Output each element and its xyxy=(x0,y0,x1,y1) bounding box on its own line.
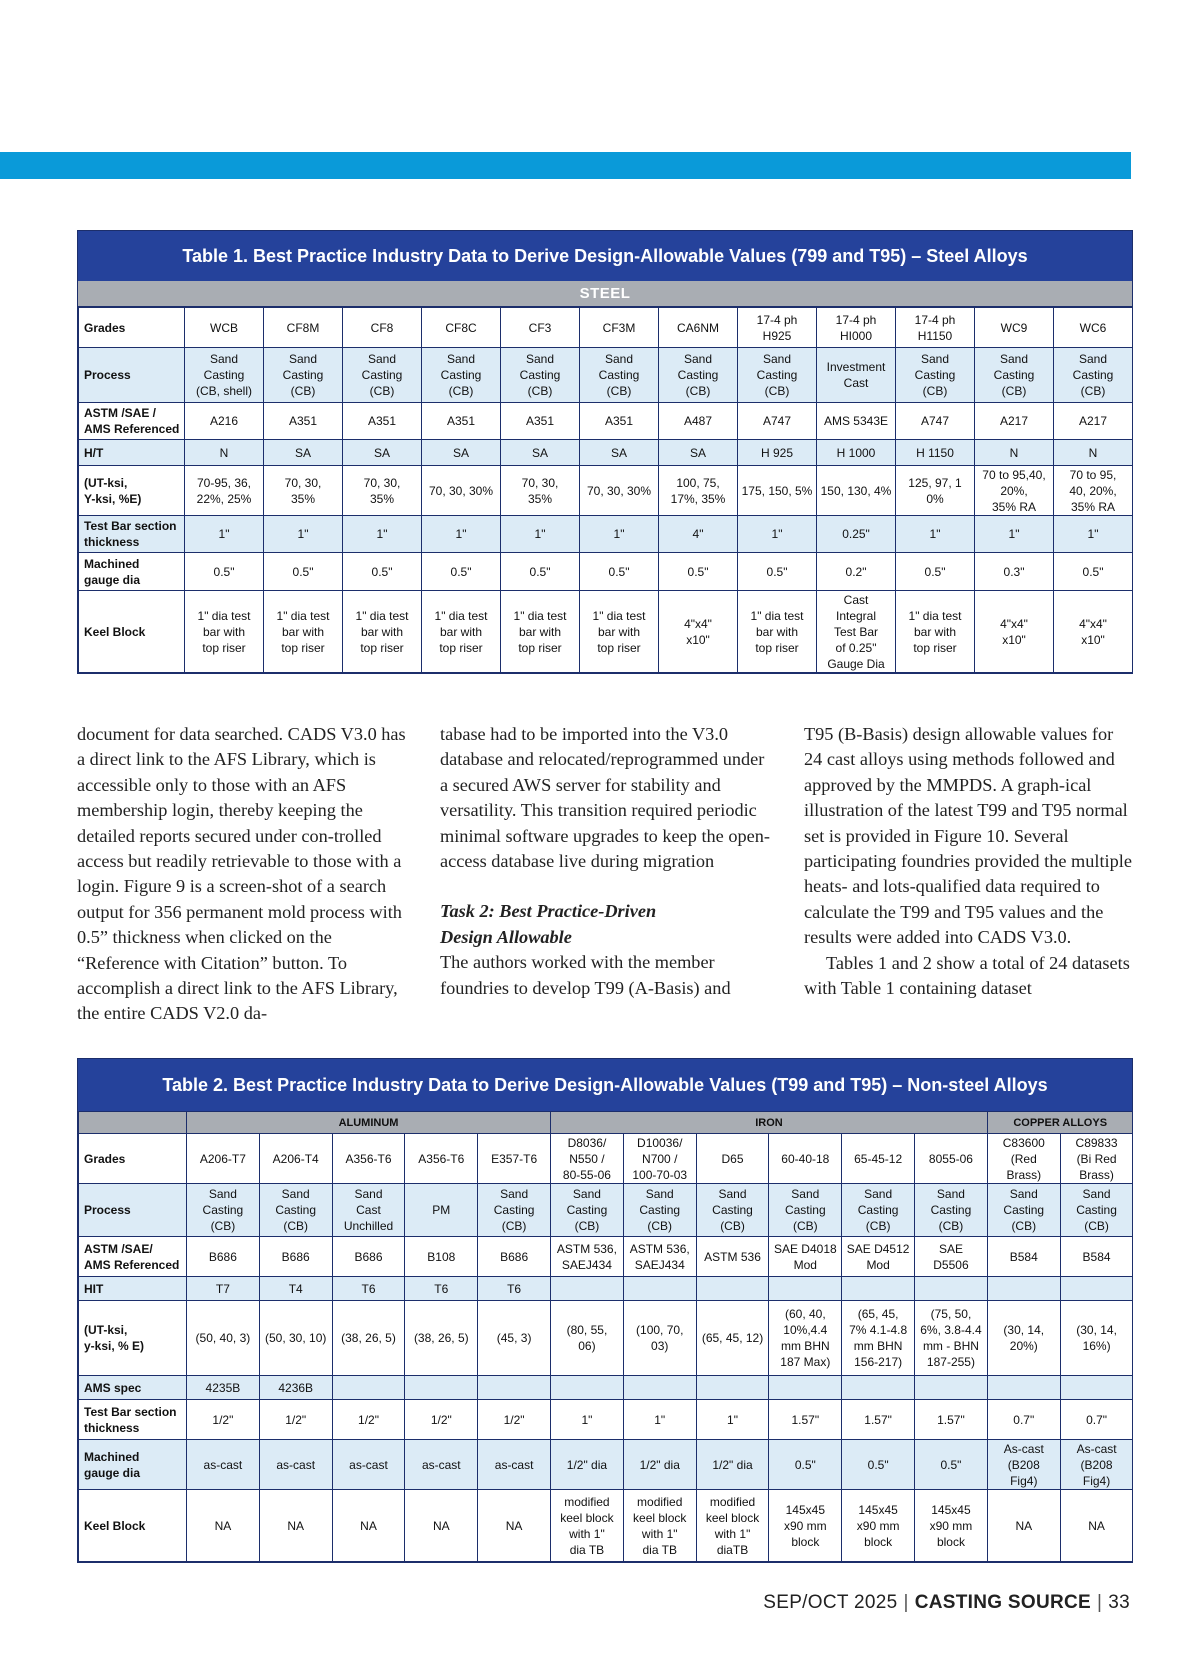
table-cell: 0.5" xyxy=(185,553,264,591)
row-header: ASTM /SAE / AMS Referenced xyxy=(79,403,185,440)
row-header: ASTM /SAE/ AMS Referenced xyxy=(79,1237,187,1277)
table-cell: 0.5" xyxy=(422,553,501,591)
table-row xyxy=(79,553,1133,591)
table-cell: D65 xyxy=(696,1134,769,1184)
table-cell xyxy=(1060,1277,1133,1301)
table-cell: 0.7" xyxy=(987,1400,1060,1440)
table-cell: Sand Casting (CB) xyxy=(343,348,422,403)
table-cell: (60, 40, 10%,4.4 mm BHN 187 Max) xyxy=(769,1301,842,1376)
table-cell: Sand Casting (CB) xyxy=(501,348,580,403)
table-cell: A351 xyxy=(501,403,580,440)
table-cell: NA xyxy=(332,1490,405,1562)
table-cell: As-cast (B208 Fig4) xyxy=(1060,1440,1133,1490)
top-accent-bar xyxy=(0,152,1131,179)
table-cell: T6 xyxy=(478,1277,551,1301)
table-cell: NA xyxy=(259,1490,332,1562)
table-cell xyxy=(987,1277,1060,1301)
table-cell: A351 xyxy=(264,403,343,440)
table-cell xyxy=(332,1376,405,1400)
table-cell: Sand Casting (CB) xyxy=(659,348,738,403)
table-cell: CA6NM xyxy=(659,308,738,348)
table-1 xyxy=(77,230,1133,674)
table-cell: (80, 55, 06) xyxy=(551,1301,624,1376)
table-cell xyxy=(987,1376,1060,1400)
table-cell: modified keel block with 1" dia TB xyxy=(551,1490,624,1562)
table-cell: Sand Casting (CB) xyxy=(478,1184,551,1237)
table-cell: as-cast xyxy=(259,1440,332,1490)
table-cell: 1" xyxy=(580,516,659,553)
table-row xyxy=(79,591,1133,673)
table-cell xyxy=(1060,1376,1133,1400)
table-cell: A206-T7 xyxy=(187,1134,260,1184)
table-cell: 1" xyxy=(623,1400,696,1440)
table-cell: 4" xyxy=(659,516,738,553)
table-cell: 1" xyxy=(501,516,580,553)
table-cell: 100, 75, 17%, 35% xyxy=(659,466,738,516)
table-cell: E357-T6 xyxy=(478,1134,551,1184)
table-cell: 4"x4" x10" xyxy=(659,591,738,673)
table-cell: NA xyxy=(987,1490,1060,1562)
table-cell: 0.5" xyxy=(896,553,975,591)
table-cell: Sand Casting (CB) xyxy=(422,348,501,403)
issue-date: SEP/OCT 2025 xyxy=(763,1592,898,1613)
table-cell: A487 xyxy=(659,403,738,440)
table-cell: Sand Cast Unchilled xyxy=(332,1184,405,1237)
row-header: H/T xyxy=(79,440,185,466)
body-paragraph: The authors worked with the member foundries to develop T99 (A-Basis) and xyxy=(440,952,731,998)
body-paragraph: T95 (B-Basis) design allowable values for 24 cast alloys using methods followed and approved by the MMPDS. A graph-ical illustration of the latest T99 and T95 normal set is provided in Figure 10. Several participating foundries provided the multiple heats- and lots-qualified data required to calculate the T99 and T95 values and the results were added into CADS V3.0. xyxy=(804,724,1132,948)
body-column-3 xyxy=(804,722,1134,1001)
row-header: HIT xyxy=(79,1277,187,1301)
row-header: Test Bar section thickness xyxy=(79,516,185,553)
group-header-iron: IRON xyxy=(551,1112,988,1134)
group-header-aluminum: ALUMINUM xyxy=(187,1112,551,1134)
table-cell: Sand Casting (CB) xyxy=(769,1184,842,1237)
table-cell: 0.5" xyxy=(1054,553,1133,591)
table-cell: A217 xyxy=(1054,403,1133,440)
table-cell: Sand Casting (CB) xyxy=(975,348,1054,403)
table-cell: 1" dia test bar with top riser xyxy=(264,591,343,673)
table-cell xyxy=(551,1376,624,1400)
table-cell: Sand Casting (CB) xyxy=(1054,348,1133,403)
table-cell: 1" xyxy=(343,516,422,553)
table-cell xyxy=(405,1376,478,1400)
table-cell: A351 xyxy=(580,403,659,440)
table-cell: Sand Casting (CB) xyxy=(738,348,817,403)
table-cell: 1" dia test bar with top riser xyxy=(343,591,422,673)
table-row xyxy=(79,1440,1133,1490)
table-row xyxy=(79,1237,1133,1277)
table-cell: modified keel block with 1" diaTB xyxy=(696,1490,769,1562)
table-cell: 17-4 ph H1150 xyxy=(896,308,975,348)
table-cell: 17-4 ph H925 xyxy=(738,308,817,348)
table-cell: 0.5" xyxy=(769,1440,842,1490)
table-cell: SAE D5506 xyxy=(915,1237,988,1277)
table-cell xyxy=(696,1277,769,1301)
table-cell: 0.5" xyxy=(580,553,659,591)
table-cell: 1" dia test bar with top riser xyxy=(896,591,975,673)
body-paragraph: document for data searched. CADS V3.0 has a direct link to the AFS Library, which is accessible only to those with an AFS membership login, thereby keeping the detailed reports secured under con-trolled access but readily retrievable to those with a login. Figure 9 is a screen-shot of a search output for 356 permanent mold process with 0.5” thickness when clicked on the “Reference with Citation” button. To accomplish a direct link to the AFS Library, the entire CADS V2.0 da- xyxy=(77,724,406,1024)
table-cell xyxy=(696,1376,769,1400)
table-cell: 1/2" xyxy=(187,1400,260,1440)
table-cell: Sand Casting (CB) xyxy=(696,1184,769,1237)
table-cell: 1" xyxy=(551,1400,624,1440)
body-column-1 xyxy=(77,722,407,1027)
table-cell: NA xyxy=(405,1490,478,1562)
table-2-title: Table 2. Best Practice Industry Data to Derive Design-Allowable Values (T99 and T95) – Non-steel Alloys xyxy=(78,1059,1132,1111)
table-row xyxy=(79,1376,1133,1400)
table-cell: 1" xyxy=(1054,516,1133,553)
table-cell: B686 xyxy=(332,1237,405,1277)
table-cell: A216 xyxy=(185,403,264,440)
table-cell: 145x45 x90 mm block xyxy=(842,1490,915,1562)
body-column-2 xyxy=(440,722,770,1001)
table-cell: T6 xyxy=(405,1277,478,1301)
table-cell: D10036/ N700 / 100-70-03 xyxy=(623,1134,696,1184)
table-cell: 1.57" xyxy=(769,1400,842,1440)
table-cell xyxy=(769,1277,842,1301)
table-cell: as-cast xyxy=(187,1440,260,1490)
table-cell: 8055-06 xyxy=(915,1134,988,1184)
table-cell: 0.5" xyxy=(738,553,817,591)
table-row xyxy=(79,403,1133,440)
table-cell: 4"x4" x10" xyxy=(975,591,1054,673)
table-cell: Sand Casting (CB) xyxy=(915,1184,988,1237)
row-header: Test Bar section thickness xyxy=(79,1400,187,1440)
table-cell: PM xyxy=(405,1184,478,1237)
table-row xyxy=(79,1400,1133,1440)
page-number: 33 xyxy=(1108,1592,1130,1613)
table-cell: 70, 30, 35% xyxy=(343,466,422,516)
table-cell: 1/2" xyxy=(478,1400,551,1440)
table-cell: NA xyxy=(1060,1490,1133,1562)
row-header: Keel Block xyxy=(79,1490,187,1562)
table-row xyxy=(79,466,1133,516)
table-cell: B584 xyxy=(1060,1237,1133,1277)
table-cell: 0.3" xyxy=(975,553,1054,591)
group-header-blank xyxy=(79,1112,187,1134)
row-header: (UT-ksi, y-ksi, % E) xyxy=(79,1301,187,1376)
table-cell: A356-T6 xyxy=(405,1134,478,1184)
table-cell: N xyxy=(185,440,264,466)
table-cell: 145x45 x90 mm block xyxy=(769,1490,842,1562)
table-cell: (38, 26, 5) xyxy=(405,1301,478,1376)
group-header-row xyxy=(79,1112,1133,1134)
table-cell: ASTM 536 xyxy=(696,1237,769,1277)
table-cell: 1/2" dia xyxy=(551,1440,624,1490)
table-cell: A747 xyxy=(738,403,817,440)
table-cell: WCB xyxy=(185,308,264,348)
table-cell: B584 xyxy=(987,1237,1060,1277)
table-cell: B108 xyxy=(405,1237,478,1277)
table-cell: NA xyxy=(187,1490,260,1562)
table-2-grid xyxy=(78,1111,1133,1562)
table-cell: 1" dia test bar with top riser xyxy=(501,591,580,673)
table-cell: 1/2" xyxy=(405,1400,478,1440)
table-cell: 65-45-12 xyxy=(842,1134,915,1184)
table-cell: A747 xyxy=(896,403,975,440)
table-cell: (30, 14, 16%) xyxy=(1060,1301,1133,1376)
table-cell: ASTM 536, SAEJ434 xyxy=(551,1237,624,1277)
table-cell: 1" dia test bar with top riser xyxy=(738,591,817,673)
table-cell: H 1150 xyxy=(896,440,975,466)
table-1-section-steel: STEEL xyxy=(78,281,1132,307)
table-cell: 175, 150, 5% xyxy=(738,466,817,516)
table-cell xyxy=(478,1376,551,1400)
body-paragraph: tabase had to be imported into the V3.0 database and relocated/reprogrammed under a secured AWS server for stability and versatility. This transition required periodic minimal software upgrades to keep the open-access database live during migration xyxy=(440,724,770,872)
section-heading: Task 2: Best Practice-Driven Design Allowable xyxy=(440,901,657,947)
table-cell: as-cast xyxy=(478,1440,551,1490)
table-cell: Sand Casting (CB) xyxy=(187,1184,260,1237)
table-cell: 125, 97, 1 0% xyxy=(896,466,975,516)
table-cell: modified keel block with 1" dia TB xyxy=(623,1490,696,1562)
table-cell: Sand Casting (CB) xyxy=(623,1184,696,1237)
table-cell: C83600 (Red Brass) xyxy=(987,1134,1060,1184)
table-cell: SA xyxy=(343,440,422,466)
table-cell: as-cast xyxy=(332,1440,405,1490)
table-cell: CF8C xyxy=(422,308,501,348)
table-cell: 0.5" xyxy=(501,553,580,591)
page-footer: SEP/OCT 2025 | CASTING SOURCE | 33 xyxy=(763,1592,1130,1613)
table-cell: 0.5" xyxy=(659,553,738,591)
table-cell: 17-4 ph HI000 xyxy=(817,308,896,348)
table-cell: 70 to 95,40, 20%, 35% RA xyxy=(975,466,1054,516)
table-cell: 0.7" xyxy=(1060,1400,1133,1440)
table-cell: CF8 xyxy=(343,308,422,348)
table-cell: 4235B xyxy=(187,1376,260,1400)
table-cell: Sand Casting (CB) xyxy=(896,348,975,403)
table-cell: H 925 xyxy=(738,440,817,466)
table-cell: SAE D4018 Mod xyxy=(769,1237,842,1277)
table-cell: 0.5" xyxy=(842,1440,915,1490)
table-cell: Sand Casting (CB) xyxy=(259,1184,332,1237)
table-row xyxy=(79,440,1133,466)
table-cell: SA xyxy=(264,440,343,466)
table-cell: T6 xyxy=(332,1277,405,1301)
table-cell xyxy=(915,1376,988,1400)
table-cell: Sand Casting (CB) xyxy=(264,348,343,403)
table-cell: 70 to 95, 40, 20%, 35% RA xyxy=(1054,466,1133,516)
table-cell: Investment Cast xyxy=(817,348,896,403)
table-cell: B686 xyxy=(478,1237,551,1277)
table-1-title: Table 1. Best Practice Industry Data to Derive Design-Allowable Values (799 and T95) – Steel Alloys xyxy=(78,231,1132,281)
table-cell: Sand Casting (CB) xyxy=(551,1184,624,1237)
table-cell: 1" xyxy=(896,516,975,553)
table-row xyxy=(79,516,1133,553)
table-cell: SA xyxy=(580,440,659,466)
table-cell: 1/2" dia xyxy=(696,1440,769,1490)
table-cell: 1" dia test bar with top riser xyxy=(580,591,659,673)
row-header: Grades xyxy=(79,1134,187,1184)
table-cell: Sand Casting (CB) xyxy=(842,1184,915,1237)
table-cell: 1" xyxy=(738,516,817,553)
table-cell: CF8M xyxy=(264,308,343,348)
table-cell: T4 xyxy=(259,1277,332,1301)
table-row xyxy=(79,1490,1133,1562)
table-cell: 1" dia test bar with top riser xyxy=(422,591,501,673)
table-cell: 1.57" xyxy=(842,1400,915,1440)
table-cell: 1" xyxy=(264,516,343,553)
table-row xyxy=(79,308,1133,348)
table-cell: 1/2" xyxy=(332,1400,405,1440)
table-cell: A217 xyxy=(975,403,1054,440)
table-cell: 0.5" xyxy=(915,1440,988,1490)
table-cell: WC9 xyxy=(975,308,1054,348)
table-cell: ASTM 536, SAEJ434 xyxy=(623,1237,696,1277)
table-cell xyxy=(842,1277,915,1301)
table-cell: SAE D4512 Mod xyxy=(842,1237,915,1277)
table-cell: SA xyxy=(501,440,580,466)
table-cell: (50, 40, 3) xyxy=(187,1301,260,1376)
table-cell: 0.5" xyxy=(264,553,343,591)
table-cell: A351 xyxy=(422,403,501,440)
table-1-grid xyxy=(78,307,1133,673)
table-cell: 150, 130, 4% xyxy=(817,466,896,516)
table-cell: Sand Casting (CB, shell) xyxy=(185,348,264,403)
table-cell: D8036/ N550 / 80-55-06 xyxy=(551,1134,624,1184)
table-cell: 4236B xyxy=(259,1376,332,1400)
row-header: Machined gauge dia xyxy=(79,1440,187,1490)
table-row xyxy=(79,1301,1133,1376)
table-cell: 60-40-18 xyxy=(769,1134,842,1184)
table-cell: Sand Casting (CB) xyxy=(580,348,659,403)
table-cell: 1/2" dia xyxy=(623,1440,696,1490)
table-cell: N xyxy=(1054,440,1133,466)
table-cell: Cast Integral Test Bar of 0.25" Gauge Dia xyxy=(817,591,896,673)
table-cell: WC6 xyxy=(1054,308,1133,348)
table-cell: (65, 45, 12) xyxy=(696,1301,769,1376)
table-cell: A351 xyxy=(343,403,422,440)
table-cell: B686 xyxy=(259,1237,332,1277)
table-cell: 1" xyxy=(422,516,501,553)
table-row xyxy=(79,348,1133,403)
table-cell: H 1000 xyxy=(817,440,896,466)
table-cell: 0.2" xyxy=(817,553,896,591)
row-header: Keel Block xyxy=(79,591,185,673)
row-header: Process xyxy=(79,348,185,403)
table-cell xyxy=(842,1376,915,1400)
table-cell: (75, 50, 6%, 3.8-4.4 mm - BHN 187-255) xyxy=(915,1301,988,1376)
table-cell: SA xyxy=(659,440,738,466)
table-cell: 70-95, 36, 22%, 25% xyxy=(185,466,264,516)
row-header: Process xyxy=(79,1184,187,1237)
group-header-copper-alloys: COPPER ALLOYS xyxy=(987,1112,1133,1134)
table-row xyxy=(79,1134,1133,1184)
row-header: Machined gauge dia xyxy=(79,553,185,591)
table-cell: CF3 xyxy=(501,308,580,348)
table-cell xyxy=(551,1277,624,1301)
table-cell: 70, 30, 35% xyxy=(501,466,580,516)
table-cell: 1" xyxy=(696,1400,769,1440)
table-row xyxy=(79,1277,1133,1301)
table-cell: (100, 70, 03) xyxy=(623,1301,696,1376)
table-cell: 70, 30, 30% xyxy=(422,466,501,516)
table-cell: 0.5" xyxy=(343,553,422,591)
table-cell: Sand Casting (CB) xyxy=(1060,1184,1133,1237)
table-cell xyxy=(915,1277,988,1301)
table-cell: 1" xyxy=(975,516,1054,553)
row-header: AMS spec xyxy=(79,1376,187,1400)
table-row xyxy=(79,1184,1133,1237)
magazine-name: CASTING SOURCE xyxy=(914,1592,1092,1613)
table-cell: C89833 (Bi Red Brass) xyxy=(1060,1134,1133,1184)
table-cell: 0.25" xyxy=(817,516,896,553)
table-cell: 4"x4" x10" xyxy=(1054,591,1133,673)
table-cell: (50, 30, 10) xyxy=(259,1301,332,1376)
table-cell: 70, 30, 35% xyxy=(264,466,343,516)
table-cell: NA xyxy=(478,1490,551,1562)
table-cell xyxy=(623,1376,696,1400)
table-cell: (30, 14, 20%) xyxy=(987,1301,1060,1376)
table-cell: As-cast (B208 Fig4) xyxy=(987,1440,1060,1490)
table-cell: (45, 3) xyxy=(478,1301,551,1376)
table-cell: as-cast xyxy=(405,1440,478,1490)
table-2 xyxy=(77,1058,1133,1563)
table-cell xyxy=(769,1376,842,1400)
row-header: (UT-ksi, Y-ksi, %E) xyxy=(79,466,185,516)
table-cell: (65, 45, 7% 4.1-4.8 mm BHN 156-217) xyxy=(842,1301,915,1376)
table-cell: AMS 5343E xyxy=(817,403,896,440)
table-cell: 1" xyxy=(185,516,264,553)
table-cell: 1.57" xyxy=(915,1400,988,1440)
table-cell: (38, 26, 5) xyxy=(332,1301,405,1376)
table-cell: SA xyxy=(422,440,501,466)
table-cell: CF3M xyxy=(580,308,659,348)
table-cell: B686 xyxy=(187,1237,260,1277)
table-cell: T7 xyxy=(187,1277,260,1301)
table-cell: A206-T4 xyxy=(259,1134,332,1184)
table-cell xyxy=(623,1277,696,1301)
table-cell: A356-T6 xyxy=(332,1134,405,1184)
table-cell: 145x45 x90 mm block xyxy=(915,1490,988,1562)
table-cell: 70, 30, 30% xyxy=(580,466,659,516)
row-header: Grades xyxy=(79,308,185,348)
table-cell: N xyxy=(975,440,1054,466)
table-cell: 1/2" xyxy=(259,1400,332,1440)
table-cell: 1" dia test bar with top riser xyxy=(185,591,264,673)
table-cell: Sand Casting (CB) xyxy=(987,1184,1060,1237)
body-paragraph: Tables 1 and 2 show a total of 24 datasets with Table 1 containing dataset xyxy=(804,952,1130,999)
